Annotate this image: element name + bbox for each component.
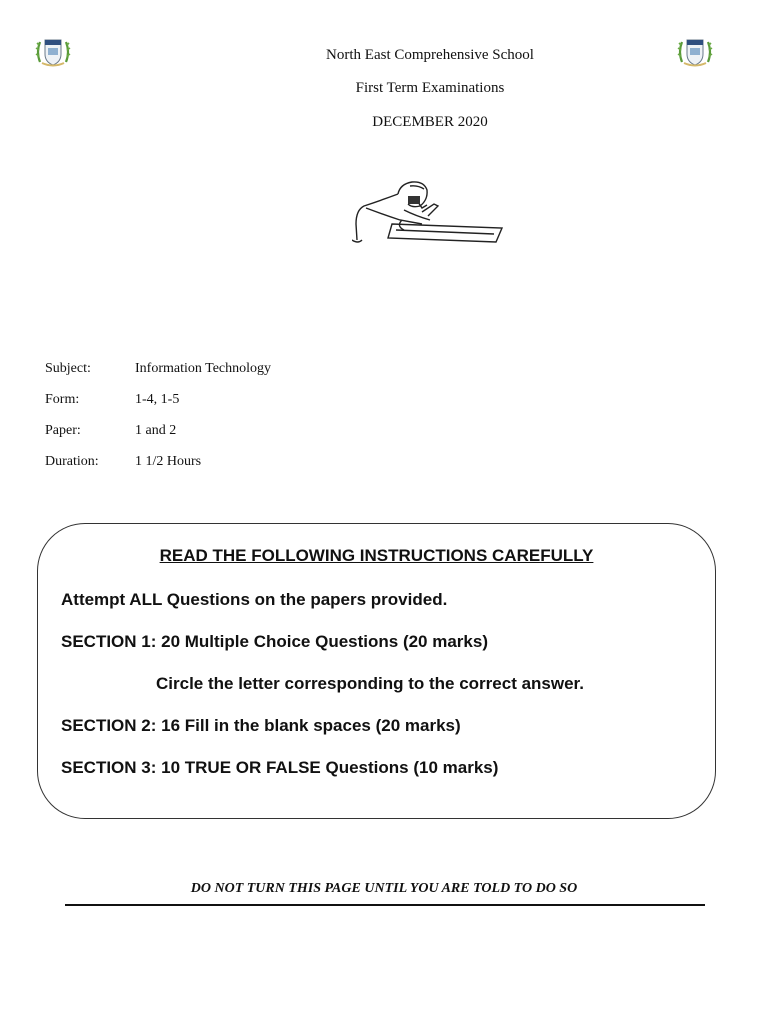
instruction-line: Attempt ALL Questions on the papers provided. — [61, 590, 448, 609]
instruction-line: SECTION 3: 10 TRUE OR FALSE Questions (10 marks) — [61, 758, 499, 777]
instruction-line: SECTION 1: 20 Multiple Choice Questions (20 marks) — [61, 632, 488, 651]
instruction-line: Circle the letter corresponding to the correct answer. — [156, 674, 584, 693]
detail-value: 1 and 2 — [135, 423, 177, 438]
detail-label: Form: — [45, 392, 80, 407]
detail-value: 1 1/2 Hours — [135, 454, 202, 469]
student-writing-icon — [352, 180, 504, 248]
school-name: North East Comprehensive School — [326, 47, 534, 63]
detail-label: Subject: — [45, 361, 91, 376]
exam-title: First Term Examinations — [355, 80, 505, 96]
instructions-title: READ THE FOLLOWING INSTRUCTIONS CAREFULLY — [159, 546, 594, 565]
detail-label: Paper: — [45, 423, 81, 438]
detail-value: 1-4, 1-5 — [135, 392, 180, 407]
detail-label: Duration: — [45, 454, 99, 469]
footer-divider — [65, 904, 705, 906]
exam-date: DECEMBER 2020 — [372, 114, 488, 130]
detail-value: Information Technology — [135, 361, 272, 376]
footer-notice: DO NOT TURN THIS PAGE UNTIL YOU ARE TOLD TO DO SO — [190, 881, 578, 896]
instruction-line: SECTION 2: 16 Fill in the blank spaces (20 marks) — [61, 716, 461, 735]
instructions-box — [37, 523, 716, 819]
